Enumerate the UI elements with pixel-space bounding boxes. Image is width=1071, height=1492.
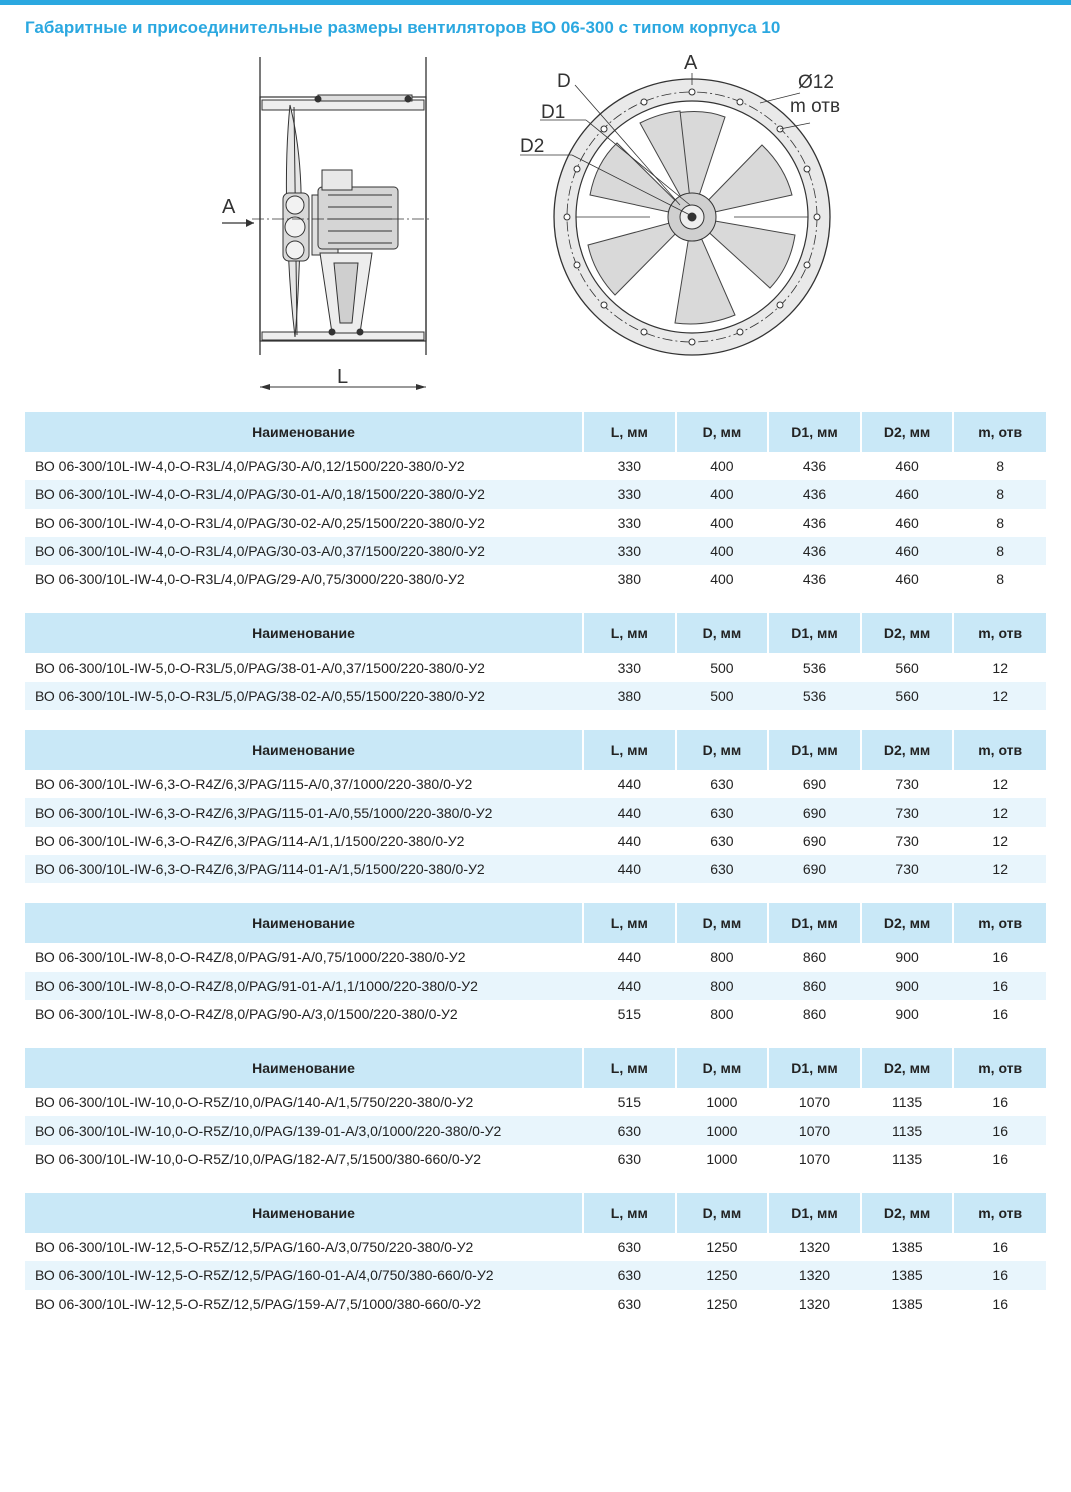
- table-header-row: [25, 613, 1046, 653]
- table-row: [25, 943, 1046, 971]
- model-name-cell: ВО 06-300/10L-IW-8,0-O-R4Z/8,0/PAG/91-A/0,75/1000/220-380/0-У2: [35, 949, 466, 966]
- value-cell: 730: [895, 832, 919, 849]
- value-cell: 630: [710, 861, 734, 878]
- diameter-d-label: D: [557, 71, 571, 92]
- table-header-row: [25, 1193, 1046, 1233]
- value-cell: 1250: [706, 1267, 738, 1284]
- value-cell: 1135: [892, 1094, 923, 1111]
- value-cell: 1000: [706, 1150, 738, 1167]
- value-cell: 515: [617, 1006, 641, 1022]
- value-cell: 330: [617, 458, 641, 475]
- value-cell: 860: [802, 1006, 827, 1022]
- value-cell: 400: [710, 458, 734, 475]
- value-cell: 900: [895, 1006, 919, 1022]
- value-cell: 460: [895, 486, 919, 503]
- model-name-cell: ВО 06-300/10L-IW-6,3-O-R4Z/6,3/PAG/115-01-A/0,55/1000/220-380/0-У2: [35, 804, 493, 821]
- column-header: D1, мм: [768, 1193, 861, 1233]
- model-name-cell: ВО 06-300/10L-IW-10,0-O-R5Z/10,0/PAG/182-A/7,5/1500/380-660/0-У2: [35, 1150, 482, 1167]
- column-header: D2, мм: [861, 903, 954, 943]
- value-cell: 12: [992, 804, 1008, 821]
- value-cell: 1320: [798, 1295, 831, 1312]
- table-row: [25, 1233, 1046, 1261]
- spec-table: [25, 613, 1046, 710]
- specifications-tables: [25, 412, 1046, 1338]
- value-cell: 1385: [891, 1295, 923, 1312]
- value-cell: 12: [992, 687, 1008, 704]
- column-header: L, мм: [583, 412, 676, 452]
- value-cell: 690: [802, 776, 827, 793]
- value-cell: 1385: [891, 1239, 923, 1256]
- model-name-cell: ВО 06-300/10L-IW-8,0-O-R4Z/8,0/PAG/91-01-A/1,1/1000/220-380/0-У2: [35, 977, 478, 994]
- column-header: Наименование: [252, 915, 355, 932]
- value-cell: 8: [996, 486, 1005, 503]
- table-row: [25, 565, 1046, 593]
- value-cell: 12: [992, 861, 1008, 878]
- value-cell: 400: [710, 514, 734, 531]
- value-cell: 460: [895, 543, 919, 560]
- value-cell: 630: [617, 1295, 641, 1312]
- front-view-drawing: [520, 73, 830, 355]
- value-cell: 860: [802, 977, 827, 994]
- value-cell: 630: [617, 1267, 641, 1284]
- table-row: [25, 972, 1046, 1000]
- value-cell: 630: [617, 1239, 641, 1256]
- value-cell: 630: [710, 832, 734, 849]
- table-header-row: [25, 1048, 1046, 1088]
- value-cell: 460: [895, 571, 919, 588]
- column-header: Наименование: [252, 742, 355, 759]
- value-cell: 16: [992, 1006, 1008, 1022]
- model-name-cell: ВО 06-300/10L-IW-8,0-O-R4Z/8,0/PAG/90-A/3,0/1500/220-380/0-У2: [35, 1006, 458, 1022]
- table-header-row: [25, 903, 1046, 943]
- column-header: m, отв: [953, 1048, 1046, 1088]
- model-name-cell: ВО 06-300/10L-IW-10,0-O-R5Z/10,0/PAG/140-A/1,5/750/220-380/0-У2: [35, 1094, 474, 1111]
- value-cell: 1000: [706, 1094, 738, 1111]
- value-cell: 690: [802, 832, 827, 849]
- model-name-cell: ВО 06-300/10L-IW-4,0-O-R3L/4,0/PAG/29-A/0,75/3000/220-380/0-У2: [35, 571, 465, 588]
- column-header: m, отв: [953, 1193, 1046, 1233]
- column-header: L, мм: [583, 903, 676, 943]
- spec-table: [25, 1048, 1046, 1173]
- value-cell: 800: [710, 1006, 734, 1022]
- value-cell: 460: [895, 514, 919, 531]
- spec-table: [25, 1193, 1046, 1318]
- column-header: L, мм: [583, 730, 676, 770]
- table-row: [25, 509, 1046, 537]
- model-name-cell: ВО 06-300/10L-IW-4,0-O-R3L/4,0/PAG/30-01-A/0,18/1500/220-380/0-У2: [35, 486, 485, 503]
- value-cell: 12: [992, 659, 1008, 676]
- value-cell: 436: [802, 514, 827, 531]
- column-header: D1, мм: [768, 1048, 861, 1088]
- value-cell: 400: [710, 543, 734, 560]
- column-header: L, мм: [583, 1048, 676, 1088]
- model-name-cell: ВО 06-300/10L-IW-6,3-O-R4Z/6,3/PAG/114-A/1,1/1500/220-380/0-У2: [35, 832, 465, 849]
- table-row: [25, 1116, 1046, 1144]
- model-name-cell: ВО 06-300/10L-IW-12,5-O-R5Z/12,5/PAG/159-A/7,5/1000/380-660/0-У2: [35, 1295, 482, 1312]
- column-header: D, мм: [676, 613, 769, 653]
- value-cell: 900: [895, 949, 919, 966]
- value-cell: 440: [617, 949, 641, 966]
- value-cell: 16: [992, 1239, 1008, 1256]
- column-header: D2, мм: [861, 730, 954, 770]
- value-cell: 630: [710, 776, 734, 793]
- column-header: D2, мм: [861, 1193, 954, 1233]
- value-cell: 12: [992, 832, 1008, 849]
- value-cell: 16: [992, 1295, 1008, 1312]
- value-cell: 730: [895, 861, 919, 878]
- value-cell: 560: [895, 659, 919, 676]
- value-cell: 560: [895, 687, 919, 704]
- value-cell: 1320: [798, 1239, 831, 1256]
- table-row: [25, 537, 1046, 565]
- table-row: [25, 1145, 1046, 1173]
- value-cell: 436: [802, 571, 827, 588]
- column-header: m, отв: [953, 412, 1046, 452]
- value-cell: 440: [617, 832, 641, 849]
- column-header: D, мм: [676, 1193, 769, 1233]
- model-name-cell: ВО 06-300/10L-IW-12,5-O-R5Z/12,5/PAG/160-A/3,0/750/220-380/0-У2: [35, 1239, 474, 1256]
- value-cell: 12: [992, 776, 1008, 793]
- table-row: [25, 452, 1046, 480]
- table-row: [25, 480, 1046, 508]
- table-row: [25, 770, 1046, 798]
- value-cell: 860: [802, 949, 827, 966]
- holes-count-label: m отв: [790, 96, 841, 117]
- model-name-cell: ВО 06-300/10L-IW-4,0-O-R3L/4,0/PAG/30-02-A/0,25/1500/220-380/0-У2: [35, 514, 485, 531]
- column-header: Наименование: [252, 625, 355, 642]
- value-cell: 1070: [798, 1094, 831, 1111]
- model-name-cell: ВО 06-300/10L-IW-5,0-O-R3L/5,0/PAG/38-02-A/0,55/1500/220-380/0-У2: [35, 687, 485, 704]
- value-cell: 330: [617, 514, 641, 531]
- value-cell: 1135: [892, 1150, 923, 1167]
- table-header-row: [25, 412, 1046, 452]
- side-view-length-label: L: [337, 366, 349, 388]
- value-cell: 1070: [798, 1150, 831, 1167]
- column-header: D, мм: [676, 903, 769, 943]
- table-row: [25, 682, 1046, 710]
- front-view-label: А: [684, 52, 698, 74]
- value-cell: 400: [710, 486, 734, 503]
- table-row: [25, 1088, 1046, 1116]
- value-cell: 630: [617, 1150, 641, 1167]
- table-row: [25, 798, 1046, 826]
- value-cell: 536: [802, 687, 827, 704]
- value-cell: 1320: [798, 1267, 831, 1284]
- value-cell: 440: [617, 776, 641, 793]
- value-cell: 730: [895, 776, 919, 793]
- value-cell: 500: [710, 659, 734, 676]
- value-cell: 436: [802, 458, 827, 475]
- model-name-cell: ВО 06-300/10L-IW-4,0-O-R3L/4,0/PAG/30-03-A/0,37/1500/220-380/0-У2: [35, 543, 485, 560]
- side-view-drawing: [222, 57, 432, 390]
- column-header: D1, мм: [768, 903, 861, 943]
- value-cell: 1000: [706, 1122, 738, 1139]
- value-cell: 8: [996, 458, 1005, 475]
- value-cell: 460: [895, 458, 919, 475]
- value-cell: 690: [802, 804, 827, 821]
- value-cell: 380: [617, 571, 641, 588]
- value-cell: 8: [996, 543, 1005, 560]
- column-header: D2, мм: [861, 412, 954, 452]
- value-cell: 16: [992, 1122, 1008, 1139]
- value-cell: 436: [802, 543, 827, 560]
- value-cell: 8: [996, 514, 1005, 531]
- side-view-arrow-label: А: [222, 196, 236, 218]
- value-cell: 730: [895, 804, 919, 821]
- model-name-cell: ВО 06-300/10L-IW-10,0-O-R5Z/10,0/PAG/139-01-A/3,0/1000/220-380/0-У2: [35, 1122, 502, 1139]
- table-row: [25, 1290, 1046, 1318]
- value-cell: 440: [617, 977, 641, 994]
- table-row: [25, 653, 1046, 681]
- value-cell: 800: [710, 949, 734, 966]
- table-header-row: [25, 730, 1046, 770]
- value-cell: 800: [710, 977, 734, 994]
- model-name-cell: ВО 06-300/10L-IW-6,3-O-R4Z/6,3/PAG/115-A/0,37/1000/220-380/0-У2: [35, 776, 473, 793]
- value-cell: 330: [617, 659, 641, 676]
- value-cell: 1385: [891, 1267, 923, 1284]
- column-header: m, отв: [953, 903, 1046, 943]
- value-cell: 330: [617, 543, 641, 560]
- table-row: [25, 827, 1046, 855]
- value-cell: 440: [617, 804, 641, 821]
- column-header: m, отв: [953, 730, 1046, 770]
- value-cell: 500: [710, 687, 734, 704]
- column-header: m, отв: [953, 613, 1046, 653]
- model-name-cell: ВО 06-300/10L-IW-12,5-O-R5Z/12,5/PAG/160-01-A/4,0/750/380-660/0-У2: [35, 1267, 494, 1284]
- model-name-cell: ВО 06-300/10L-IW-5,0-O-R3L/5,0/PAG/38-01-A/0,37/1500/220-380/0-У2: [35, 659, 485, 676]
- diameter-d1-label: D1: [541, 102, 566, 123]
- page-title: Габаритные и присоединительные размеры вентиляторов ВО 06-300 с типом корпуса 10: [25, 18, 781, 37]
- table-row: [25, 1000, 1046, 1028]
- value-cell: 330: [617, 486, 641, 503]
- value-cell: 440: [617, 861, 641, 878]
- dimension-drawings: [0, 45, 1071, 405]
- value-cell: 16: [992, 977, 1008, 994]
- value-cell: 515: [617, 1094, 641, 1111]
- value-cell: 1135: [892, 1122, 923, 1139]
- column-header: D1, мм: [768, 730, 861, 770]
- column-header: D2, мм: [861, 1048, 954, 1088]
- value-cell: 8: [996, 571, 1005, 588]
- hole-diameter-label: Ø12: [798, 72, 834, 93]
- top-accent-line: [0, 0, 1071, 5]
- diameter-d2-label: D2: [520, 136, 545, 157]
- value-cell: 1250: [706, 1295, 738, 1312]
- value-cell: 380: [617, 687, 641, 704]
- value-cell: 536: [802, 659, 827, 676]
- column-header: D2, мм: [861, 613, 954, 653]
- column-header: L, мм: [583, 1193, 676, 1233]
- value-cell: 436: [802, 486, 827, 503]
- value-cell: 900: [895, 977, 919, 994]
- value-cell: 16: [992, 1267, 1008, 1284]
- value-cell: 630: [710, 804, 734, 821]
- model-name-cell: ВО 06-300/10L-IW-6,3-O-R4Z/6,3/PAG/114-01-A/1,5/1500/220-380/0-У2: [35, 861, 485, 878]
- table-row: [25, 1261, 1046, 1289]
- spec-table: [25, 412, 1046, 593]
- value-cell: 1250: [706, 1239, 738, 1256]
- column-header: D, мм: [676, 730, 769, 770]
- spec-table: [25, 730, 1046, 883]
- column-header: D1, мм: [768, 613, 861, 653]
- column-header: D, мм: [676, 412, 769, 452]
- value-cell: 16: [992, 1150, 1008, 1167]
- value-cell: 16: [992, 949, 1008, 966]
- value-cell: 690: [802, 861, 827, 878]
- value-cell: 400: [710, 571, 734, 588]
- value-cell: 16: [992, 1094, 1008, 1111]
- model-name-cell: ВО 06-300/10L-IW-4,0-O-R3L/4,0/PAG/30-A/0,12/1500/220-380/0-У2: [35, 458, 465, 475]
- column-header: Наименование: [252, 1205, 355, 1222]
- value-cell: 1070: [798, 1122, 831, 1139]
- column-header: Наименование: [252, 424, 355, 440]
- column-header: D1, мм: [768, 412, 861, 452]
- value-cell: 630: [617, 1122, 641, 1139]
- column-header: D, мм: [676, 1048, 769, 1088]
- table-row: [25, 855, 1046, 883]
- column-header: Наименование: [252, 1060, 355, 1077]
- spec-table: [25, 903, 1046, 1028]
- column-header: L, мм: [583, 613, 676, 653]
